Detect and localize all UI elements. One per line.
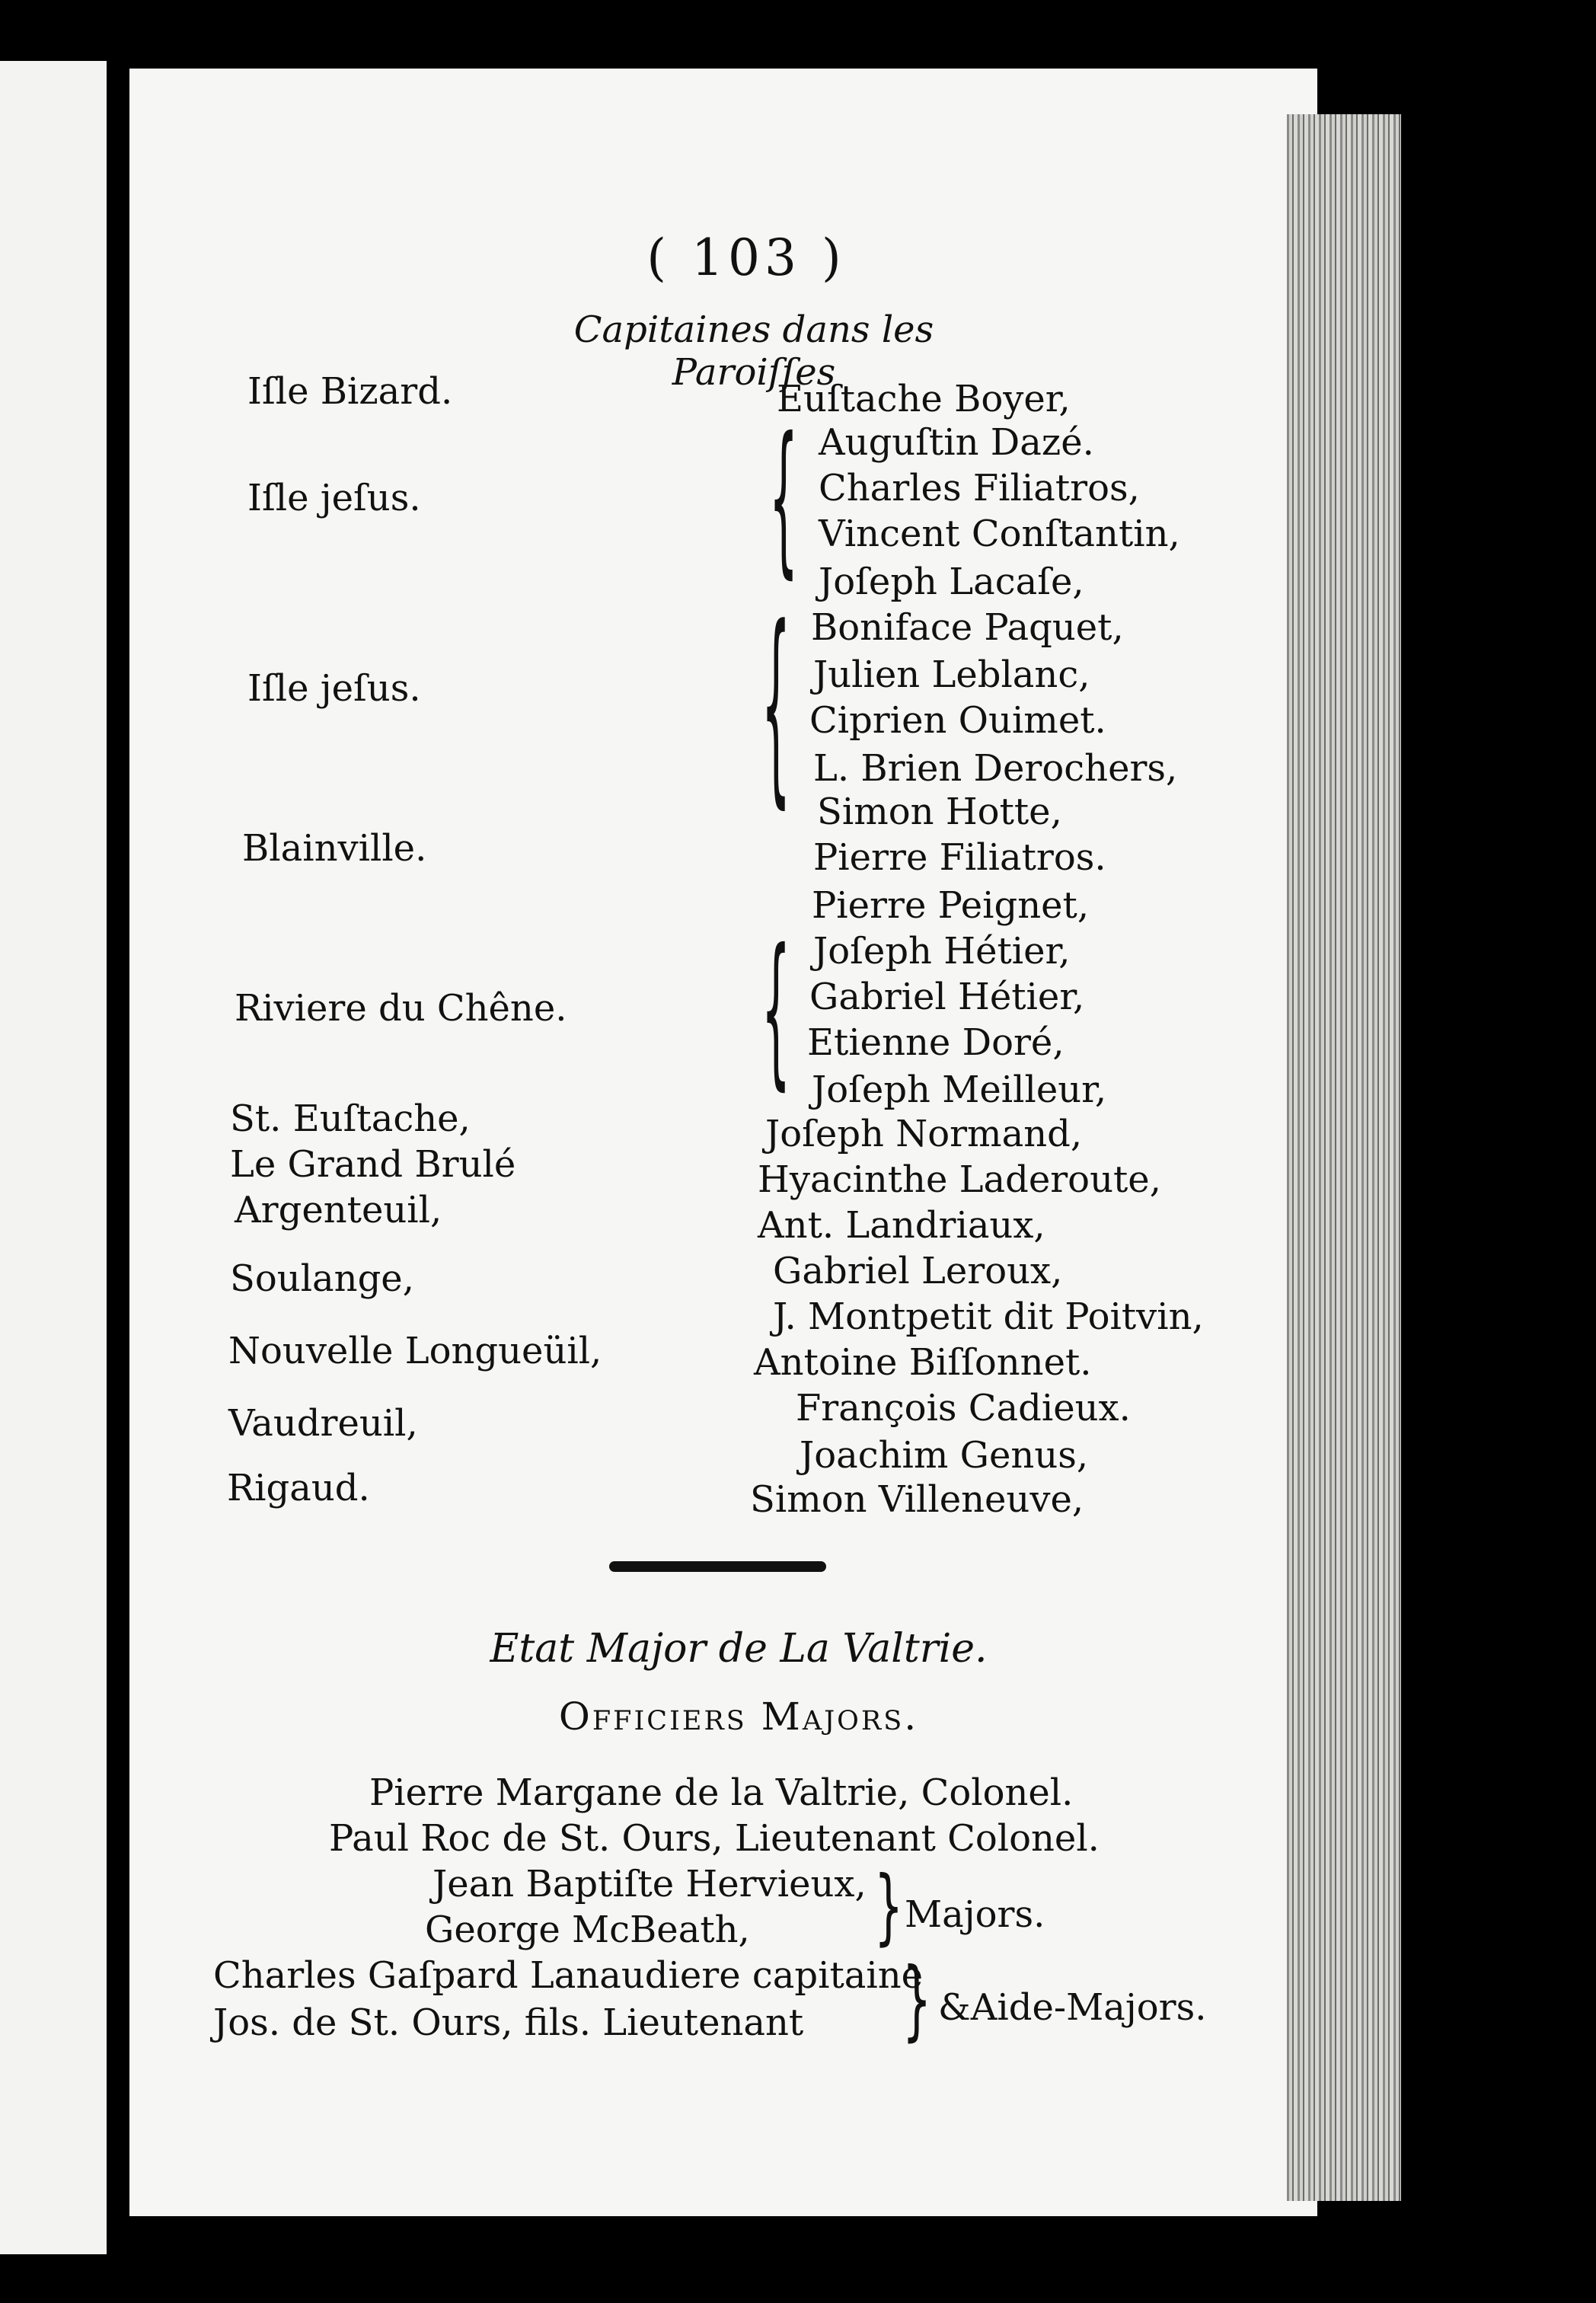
page-fore-edge <box>1287 114 1401 2201</box>
parish-name: St. Euſtache, <box>230 1097 471 1140</box>
captain-name: Vincent Conſtantin, <box>819 513 1180 555</box>
parish-name: Nouvelle Longueüil, <box>228 1330 602 1372</box>
parish-name: Soulange, <box>230 1257 414 1300</box>
captain-name: Joſeph Meilleur, <box>812 1068 1107 1111</box>
facing-page-edge <box>0 61 107 2254</box>
page-number: ( 103 ) <box>646 228 846 287</box>
parish-name: Vaudreuil, <box>228 1402 418 1445</box>
officiers-majors-subtitle: Officiers Majors. <box>558 1695 919 1739</box>
captain-name: Gabriel Hétier, <box>809 976 1085 1018</box>
captain-name: Pierre Peignet, <box>812 884 1090 927</box>
captain-name: Ciprien Ouimet. <box>809 699 1106 742</box>
brace-icon: { <box>769 404 799 596</box>
officer-line: Jean Baptiſte Hervieux, <box>433 1863 867 1905</box>
captain-name: Joſeph Hétier, <box>813 930 1071 973</box>
captain-name: Simon Hotte, <box>817 791 1062 833</box>
officer-line: Pierre Margane de la Valtrie, Colonel. <box>369 1771 1074 1814</box>
parish-name: Rigaud. <box>227 1467 370 1509</box>
parish-name: Iſle jeſus. <box>247 667 421 710</box>
captain-name: Pierre Filiatros. <box>813 836 1106 879</box>
captain-name: Boniface Paquet, <box>811 606 1124 649</box>
captain-name: Joſeph Lacaſe, <box>819 561 1084 603</box>
captain-name: Joachim Genus, <box>800 1434 1089 1477</box>
brace-icon: } <box>902 1950 932 2052</box>
officer-line: George McBeath, <box>425 1909 750 1951</box>
section-divider <box>609 1561 826 1572</box>
captain-name: J. Montpetit dit Poitvin, <box>773 1295 1204 1338</box>
majors-label: Majors. <box>905 1893 1045 1936</box>
captain-name: Antoine Biſſonnet. <box>754 1341 1092 1384</box>
brace-icon: } <box>874 1859 904 1955</box>
brace-icon: { <box>761 584 791 829</box>
officer-line: Paul Roc de St. Ours, Lieutenant Colonel. <box>329 1817 1100 1860</box>
officer-line: Jos. de St. Ours, fils. Lieutenant <box>213 2001 804 2044</box>
aide-majors-label: &Aide-Majors. <box>938 1986 1207 2029</box>
parish-name: Iſle jeſus. <box>247 477 421 519</box>
captain-name: Hyacinthe Laderoute, <box>758 1158 1161 1201</box>
captain-name: Julien Leblanc, <box>813 653 1090 696</box>
captain-name: Etienne Doré, <box>807 1021 1065 1064</box>
parish-name: Le Grand Brulé <box>230 1143 516 1186</box>
captain-name: François Cadieux. <box>796 1387 1131 1429</box>
parish-captains-heading: Capitaines dans les Paroiſſes <box>573 308 934 394</box>
captain-name: Gabriel Leroux, <box>773 1250 1063 1292</box>
parish-name: Argenteuil, <box>235 1189 442 1231</box>
captain-name: Ant. Landriaux, <box>758 1204 1045 1247</box>
captain-name: Auguſtin Dazé. <box>819 421 1094 464</box>
captain-name: Euſtache Boyer, <box>777 378 1071 420</box>
captain-name: Charles Filiatros, <box>819 467 1140 509</box>
parish-name: Iſle Bizard. <box>247 370 453 413</box>
etat-major-title: Etat Major de La Valtrie. <box>490 1626 988 1672</box>
captain-name: Simon Villeneuve, <box>750 1478 1084 1521</box>
parish-name: Blainville. <box>242 827 427 870</box>
officer-line: Charles Gaſpard Lanaudiere capitaine <box>213 1954 924 1997</box>
captain-name: L. Brien Derochers, <box>813 747 1178 790</box>
captain-name: Joſeph Normand, <box>765 1113 1083 1155</box>
parish-name: Riviere du Chêne. <box>235 987 567 1030</box>
brace-icon: { <box>761 915 791 1107</box>
